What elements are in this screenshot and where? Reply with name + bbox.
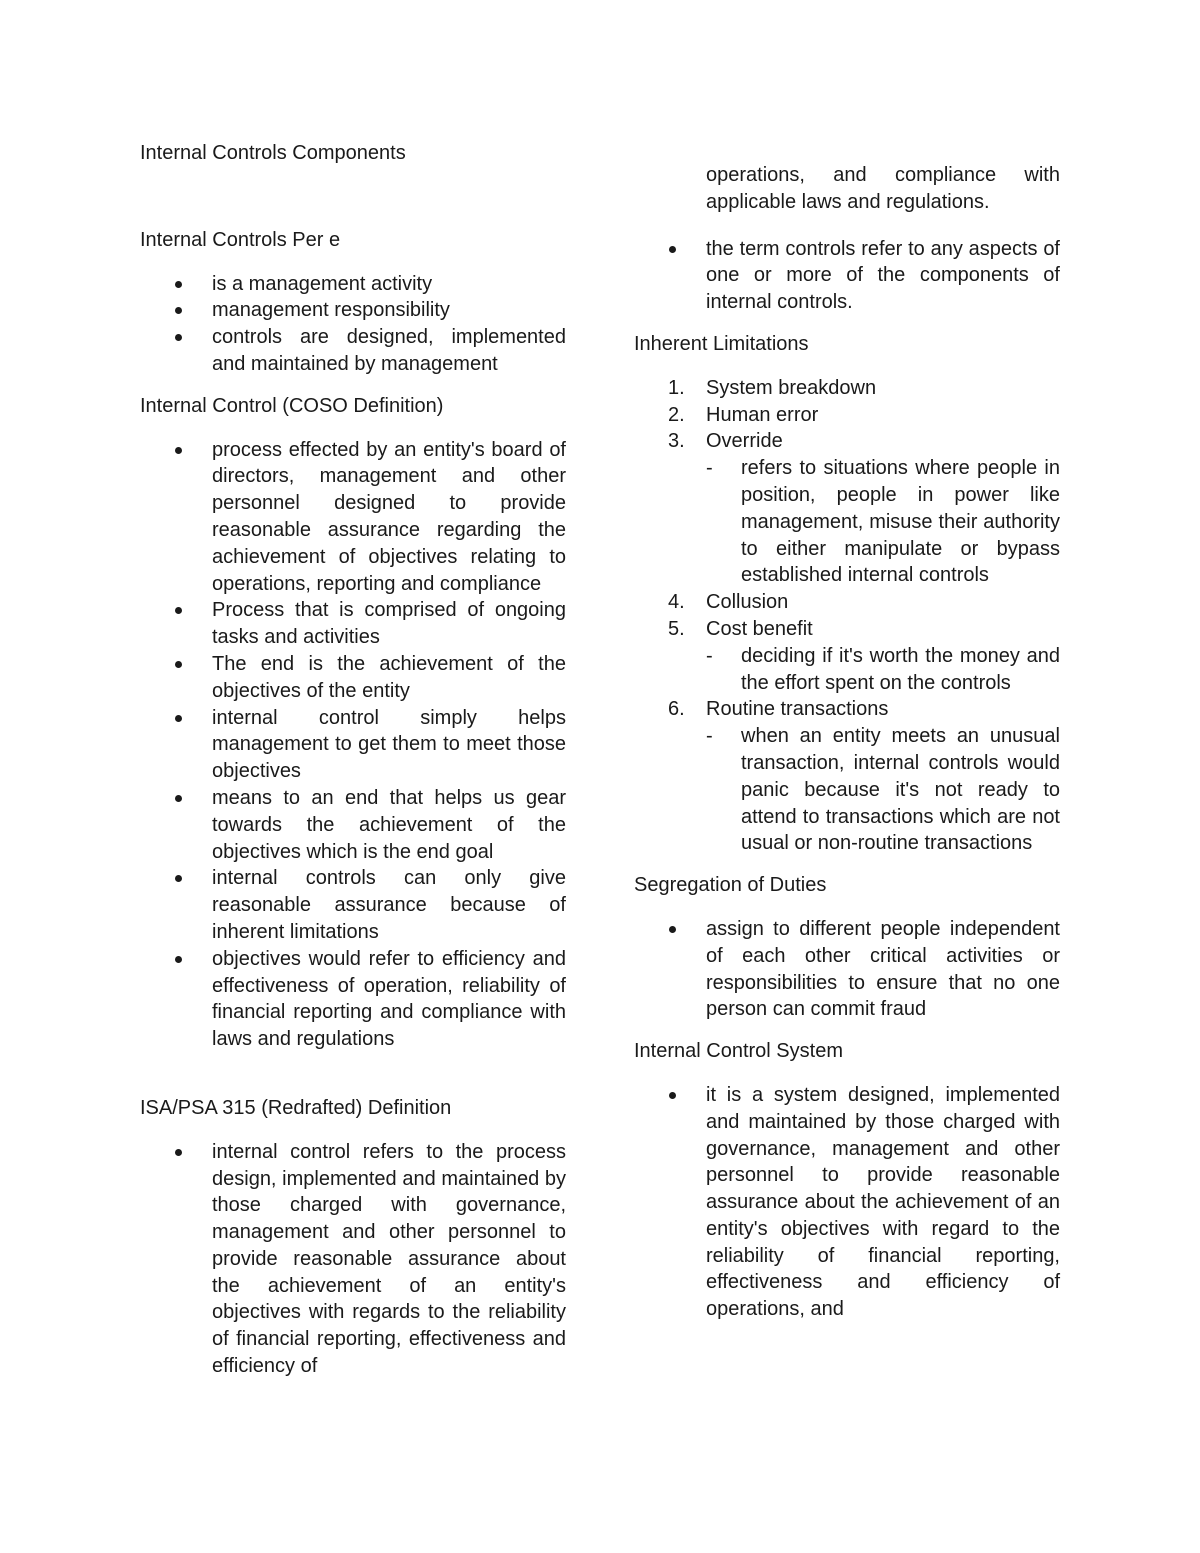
list-item: internal controls can only give reasonable assurance because of inherent limitations: [140, 865, 566, 945]
continued-text: operations, and compliance with applicable laws and regulations.: [706, 164, 1060, 213]
list-item: internal control refers to the process design, implemented and maintained by those charged with governance, management and other personnel to provide reasonable assurance about the achievement of an entity's objectives with regards to the reliability of financial reporting, effectiveness and efficiency of: [140, 1139, 566, 1380]
left-column: [140, 140, 566, 1380]
bullet-icon: [669, 1092, 676, 1099]
bullet-icon: [669, 246, 676, 253]
right-column: [634, 142, 1060, 1323]
list-item: assign to different people independent of each other critical activities or responsibilities to ensure that no one person can commit fraud: [634, 916, 1060, 1023]
section-heading-inherent-limitations: Inherent Limitations: [634, 332, 809, 355]
list-item: 2. Human error: [634, 402, 1060, 429]
bullet-icon: [175, 447, 182, 454]
isa-psa-list: [140, 1139, 566, 1380]
ic-system-list: [634, 1082, 1060, 1323]
sub-list-item: - when an entity meets an unusual transaction, internal controls would panic because it's not ready to attend to transactions which are not usual or non-routine transactions: [706, 725, 1060, 855]
section-heading-isa-psa: ISA/PSA 315 (Redrafted) Definition: [140, 1096, 452, 1119]
sub-list-item: - refers to situations where people in position, people in power like management, misuse their authority to either manipulate or bypass established internal controls: [706, 457, 1060, 587]
list-item: management responsibility: [140, 297, 566, 324]
bullet-icon: [175, 1149, 182, 1156]
list-number: 1.: [668, 376, 685, 399]
list-number: 6.: [668, 698, 685, 721]
list-item: internal control simply helps management to get them to meet those objectives: [140, 705, 566, 785]
bullet-icon: [175, 307, 182, 314]
list-item: 6. Routine transactions - when an entity meets an unusual transaction, internal controls would panic because it's not ready to attend to transactions which are not usual or non-routine transactions: [634, 696, 1060, 857]
list-item: 3. Override - refers to situations where people in position, people in power like management, misuse their authority to either manipulate or bypass established internal controls: [634, 428, 1060, 589]
dash-icon: -: [706, 644, 713, 667]
sub-list: [706, 455, 1060, 589]
list-item: 5. Cost benefit - deciding if it's worth the money and the effort spent on the controls: [634, 616, 1060, 696]
list-item: is a management activity: [140, 271, 566, 298]
list-item: The end is the achievement of the objectives of the entity: [140, 651, 566, 705]
list-item: 1. System breakdown: [634, 375, 1060, 402]
section-heading-ic-system: Internal Control System: [634, 1040, 843, 1063]
list-number: 2.: [668, 403, 685, 426]
dash-icon: -: [706, 457, 713, 480]
sub-list: [706, 643, 1060, 697]
sub-list-item: - deciding if it's worth the money and the effort spent on the controls: [706, 644, 1060, 694]
document-title: Internal Controls Components: [140, 142, 406, 164]
list-item: objectives would refer to efficiency and effectiveness of operation, reliability of financial reporting and compliance with laws and regulations: [140, 946, 566, 1053]
list-item: Process that is comprised of ongoing tasks and activities: [140, 597, 566, 651]
list-item: it is a system designed, implemented and maintained by those charged with governance, management and other personnel to provide reasonable assurance about the achievement of an entity's objectives with regard to the reliability of financial reporting, effectiveness and efficiency of operations, and: [634, 1082, 1060, 1323]
section-heading-coso: Internal Control (COSO Definition): [140, 394, 444, 417]
bullet-icon: [669, 926, 676, 933]
per-se-list: [140, 271, 566, 378]
list-number: 5.: [668, 617, 685, 640]
bullet-icon: [175, 281, 182, 288]
list-item: means to an end that helps us gear towards the achievement of the objectives which is the end goal: [140, 785, 566, 865]
list-item: 4. Collusion: [634, 589, 1060, 616]
bullet-icon: [175, 607, 182, 614]
limitations-list: [634, 375, 1060, 857]
bullet-icon: [175, 715, 182, 722]
segregation-list: [634, 916, 1060, 1023]
bullet-icon: [175, 795, 182, 802]
bullet-icon: [175, 661, 182, 668]
dash-icon: -: [706, 725, 713, 748]
list-item: the term controls refer to any aspects of one or more of the components of internal controls.: [634, 236, 1060, 316]
continued-list: [634, 236, 1060, 316]
bullet-icon: [175, 956, 182, 963]
bullet-icon: [175, 334, 182, 341]
coso-list: [140, 437, 566, 1053]
section-heading-segregation: Segregation of Duties: [634, 874, 827, 897]
list-number: 4.: [668, 591, 685, 614]
sub-list: [706, 723, 1060, 857]
bullet-icon: [175, 875, 182, 882]
section-heading-per-se: Internal Controls Per e: [140, 228, 341, 251]
list-item: controls are designed, implemented and maintained by management: [140, 324, 566, 378]
list-number: 3.: [668, 430, 685, 453]
list-item: process effected by an entity's board of directors, management and other personnel designed to provide reasonable assurance regarding the achievement of objectives relating to operations, reporting and compliance: [140, 437, 566, 598]
